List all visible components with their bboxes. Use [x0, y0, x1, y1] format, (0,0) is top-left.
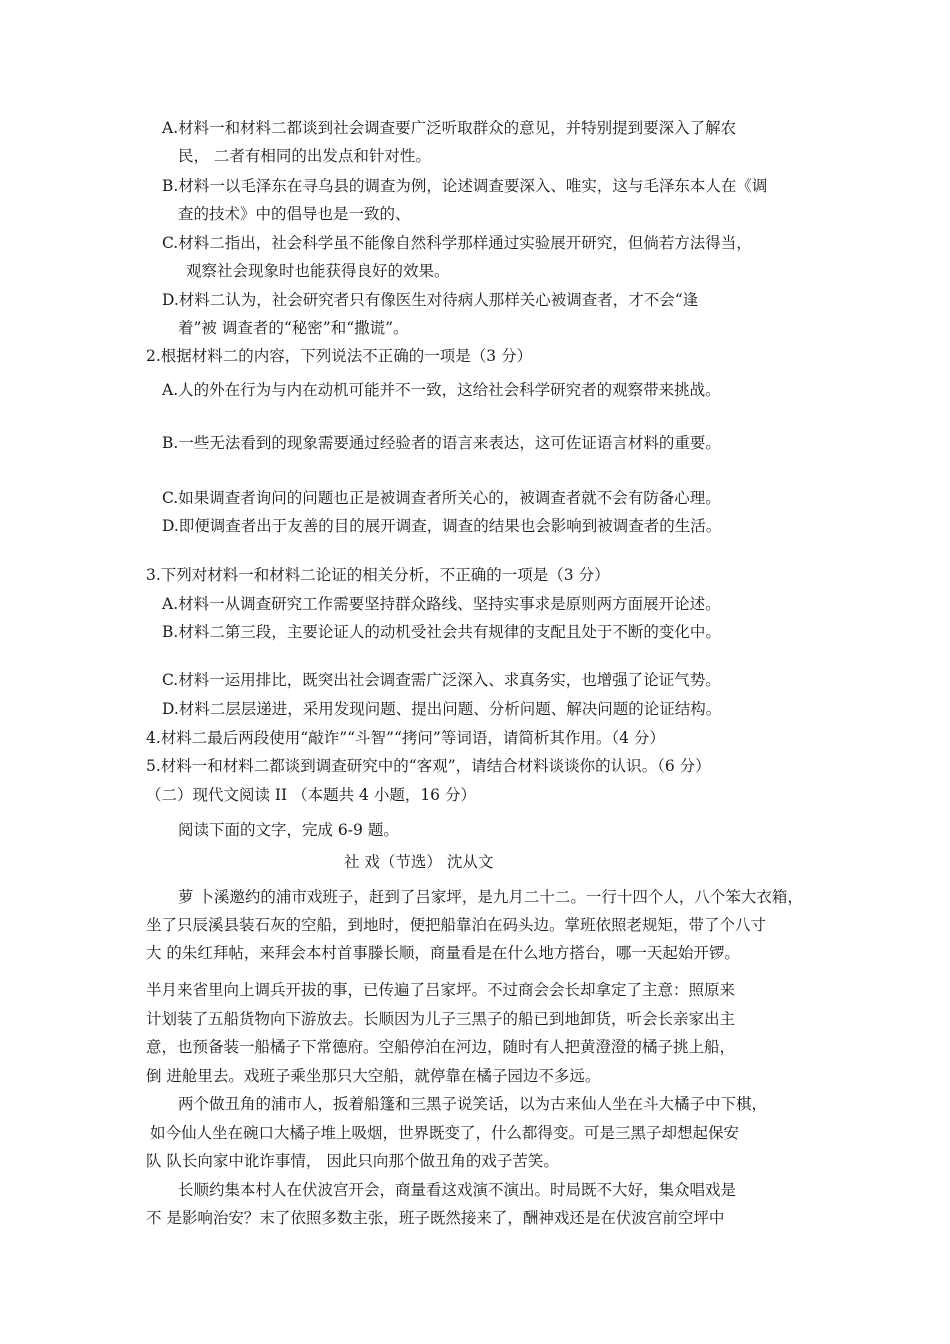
- q3-option-c: C.材料一运用排比，既突出社会调查需广泛深入、求真务实，也增强了论证气势。: [162, 671, 721, 689]
- q1-option-b-line1: B.材料一以毛泽东在寻乌县的调查为例，论述调查要深入、唯实，这与毛泽东本人在《调: [162, 177, 768, 195]
- passage-line: 如今仙人坐在碗口大橘子堆上吸烟，世界既变了，什么都得变。可是三黑子却想起保安: [150, 1124, 740, 1142]
- passage-line: 队 队长向家中讹诈事情， 因此只向那个做丑角的戏子苦笑。: [146, 1152, 559, 1170]
- q2-option-a: A.人的外在行为与内在动机可能并不一致，这给社会科学研究者的观察带来挑战。: [162, 381, 721, 399]
- section-2-heading: （二）现代文阅读 II （本题共 4 小题，16 分）: [146, 786, 476, 804]
- q2-option-c: C.如果调查者询问的问题也正是被调查者所关心的，被调查者就不会有防备心理。: [162, 489, 721, 507]
- q1-option-b-line2: 查的技术》中的倡导也是一致的、: [178, 205, 411, 223]
- q1-option-a-line2: 民， 二者有相同的出发点和针对性。: [178, 147, 431, 165]
- passage-line: 半月来省里向上调兵开拔的事，已传遍了吕家坪。不过商会会长却拿定了主意：照原来: [146, 981, 736, 999]
- passage-line: 坐了只辰溪县装石灰的空船，到地时，便把船靠泊在码头边。掌班依照老规矩，带了个八寸: [146, 916, 767, 934]
- question-5: 5.材料一和材料二都谈到调查研究中的“客观”，请结合材料谈谈你的认识。（6 分）: [146, 757, 711, 775]
- passage-line: 不 是影响治安？末了依照多数主张，班子既然接来了，酬神戏还是在伏波宫前空坪中: [146, 1209, 725, 1227]
- q1-option-a-line1: A.材料一和材料二都谈到社会调查要广泛听取群众的意见，并特别提到要深入了解农: [162, 119, 737, 137]
- reading-instruction: 阅读下面的文字，完成 6-9 题。: [178, 821, 399, 839]
- q2-option-b: B.一些无法看到的现象需要通过经验者的语言来表达，这可佐证语言材料的重要。: [162, 434, 721, 452]
- q3-option-a: A.材料一从调查研究工作需要坚持群众路线、坚持实事求是原则两方面展开论述。: [162, 595, 721, 613]
- passage-line: 计划装了五船货物向下游放去。长顺因为儿子三黑子的船已到地卸货，听会长亲家出主: [146, 1010, 736, 1028]
- q1-option-d-line1: D.材料二认为，社会研究者只有像医生对待病人那样关心被调查者，才不会“逢: [162, 291, 699, 309]
- q1-option-c-line2: 观察社会现象时也能获得良好的效果。: [186, 262, 450, 280]
- passage-line: 倒 进舱里去。戏班子乘坐那只大空船，就停靠在橘子园边不多远。: [146, 1067, 601, 1085]
- q3-option-d: D.材料二层层递进，采用发现问题、提出问题、分析问题、解决问题的论证结构。: [162, 700, 722, 718]
- q3-stem: 3.下列对材料一和材料二论证的相关分析，不正确的一项是（3 分）: [146, 566, 610, 584]
- passage-line: 大 的朱红拜帖，来拜会本村首事滕长顺，商量看是在什么地方搭台，哪一天起始开锣。: [146, 944, 740, 962]
- passage-line: 意，也预备装一船橘子下常德府。空船停泊在河边，随时有人把黄澄澄的橘子挑上船，: [146, 1038, 736, 1056]
- q2-option-d: D.即便调查者出于友善的目的展开调查，调查的结果也会影响到被调查者的生活。: [162, 517, 722, 535]
- q3-option-b: B.材料二第三段，主要论证人的动机受社会共有规律的支配且处于不断的变化中。: [162, 623, 721, 641]
- q1-option-c-line1: C.材料二指出，社会科学虽不能像自然科学那样通过实验展开研究，但倘若方法得当，: [162, 234, 752, 252]
- passage-line: 长顺约集本村人在伏波宫开会，商量看这戏演不演出。时局既不大好，集众唱戏是: [178, 1181, 737, 1199]
- q1-option-d-line2: 着”被 调查者的“秘密”和“撒谎”。: [178, 319, 409, 337]
- passage-line: 两个做丑角的浦市人，扳着船篷和三黑子说笑话，以为古来仙人坐在斗大橘子中下棋，: [178, 1095, 768, 1113]
- passage-title: 社 戏（节选） 沈从文: [344, 853, 494, 871]
- passage-line: 萝 卜溪邀约的浦市戏班子，赶到了吕家坪，是九月二十二。一行十四个人，八个笨大衣箱，: [178, 888, 803, 906]
- question-4: 4.材料二最后两段使用“敲诈”“斗智”“拷问”等词语，请简析其作用。（4 分）: [146, 729, 665, 747]
- q2-stem: 2.根据材料二的内容，下列说法不正确的一项是（3 分）: [146, 347, 533, 365]
